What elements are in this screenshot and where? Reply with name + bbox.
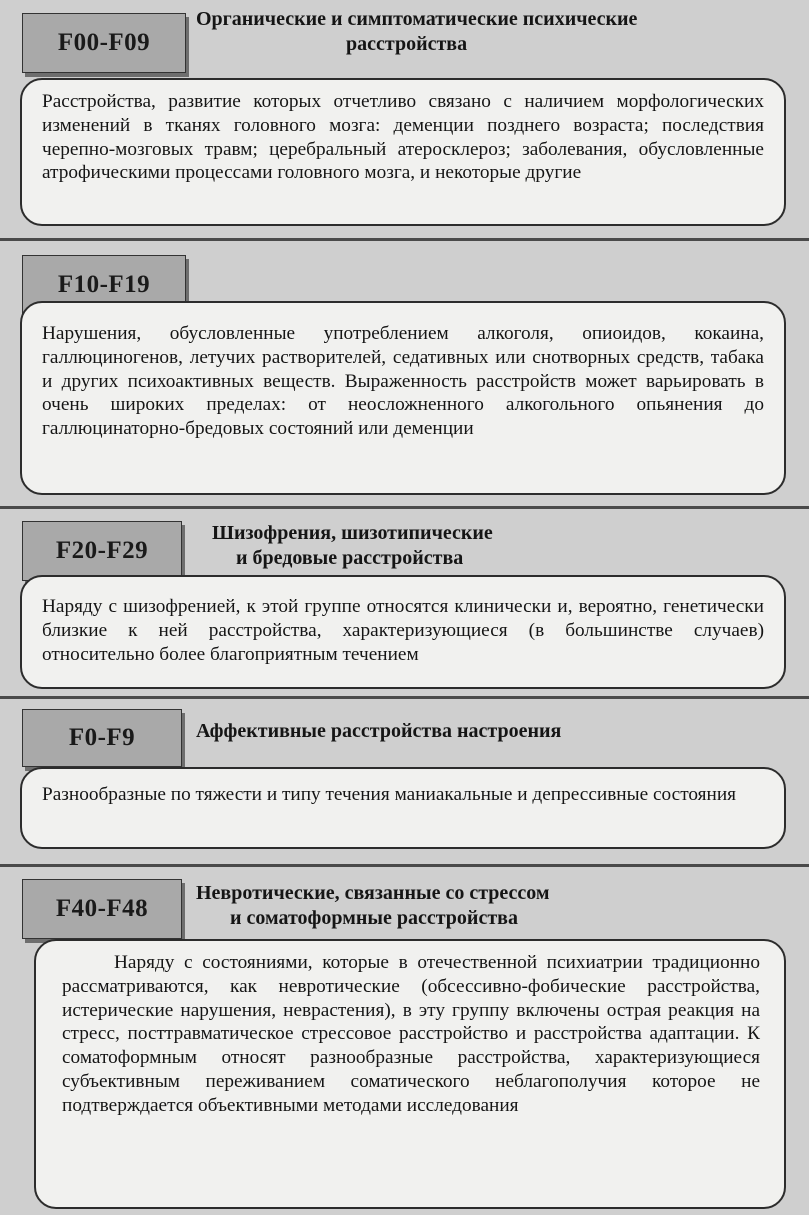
section-description: Наряду с шизофренией, к этой группе относятся клинически и, вероятно, генетически близкие к ней расстройства, характеризующиеся (в большинстве случаев) относительно более благоприятным течением (42, 596, 764, 665)
section-f20-f29 (0, 506, 809, 696)
section-title-line: Аффективные расстройства настроения (196, 720, 562, 742)
section-f00-f09 (0, 0, 809, 238)
section-code: F40-F48 (22, 879, 182, 939)
section-title-line: и соматоформные расстройства (230, 907, 518, 929)
section-description: Наряду с состояниями, которые в отечественной психиатрии традиционно рассматриваются, как невротические (обсессивно-фобические расстройства, истерические нарушения, неврастения), в эту группу включены острая реакция на стресс, посттравматическое стрессовое расстройство и расстройства адаптации. К соматоформным относят разнообразные расстройства, характеризующиеся субъективным переживанием соматического неблагополучия которое не подтверждается объективными методами исследования (62, 952, 760, 1116)
section-title-line: и бредовые расстройства (236, 547, 464, 569)
section-title (196, 719, 656, 744)
section-description: Нарушения, обусловленные употреблением алкоголя, опиоидов, кокаина, галлюциногенов, летучих растворителей, седативных или снотворных средств, табака и других психоактивных веществ. Выраженность расстройств может варьировать в очень широких пределах: от неосложненного алкогольного опьянения до галлюцинаторно-бредовых состояний или деменции (42, 323, 764, 440)
section-description-box (20, 575, 786, 689)
section-description-box (20, 767, 786, 849)
section-code: F00-F09 (22, 13, 186, 73)
section-description-box (20, 78, 786, 226)
section-description: Расстройства, развитие которых отчетливо связано с наличием морфологических изменений в тканях головного мозга: деменции позднего возраста; последствия черепно-мозговых травм; церебральный атеросклероз; заболевания, обусловленные атрофическими процессами головного мозга, и некоторые другие (42, 91, 764, 184)
section-title (196, 7, 716, 57)
section-title-line: Органические и симптоматические психические (196, 8, 638, 30)
section-title (212, 521, 612, 571)
section-f10-f19 (0, 238, 809, 506)
section-title-line: Шизофрения, шизотипические (212, 522, 493, 544)
section-title-line: расстройства (346, 33, 468, 55)
section-description-box (20, 301, 786, 495)
section-description: Разнообразные по тяжести и типу течения маниакальные и депрессивные состояния (42, 784, 737, 805)
section-code: F0-F9 (22, 709, 182, 767)
section-code: F10-F19 (22, 255, 186, 315)
section-code: F20-F29 (22, 521, 182, 581)
section-f0-f9 (0, 696, 809, 864)
section-title-line: Невротические, связанные со стрессом (196, 882, 550, 904)
section-description-box (34, 939, 786, 1209)
section-f40-f48 (0, 864, 809, 1215)
section-title (196, 881, 656, 931)
